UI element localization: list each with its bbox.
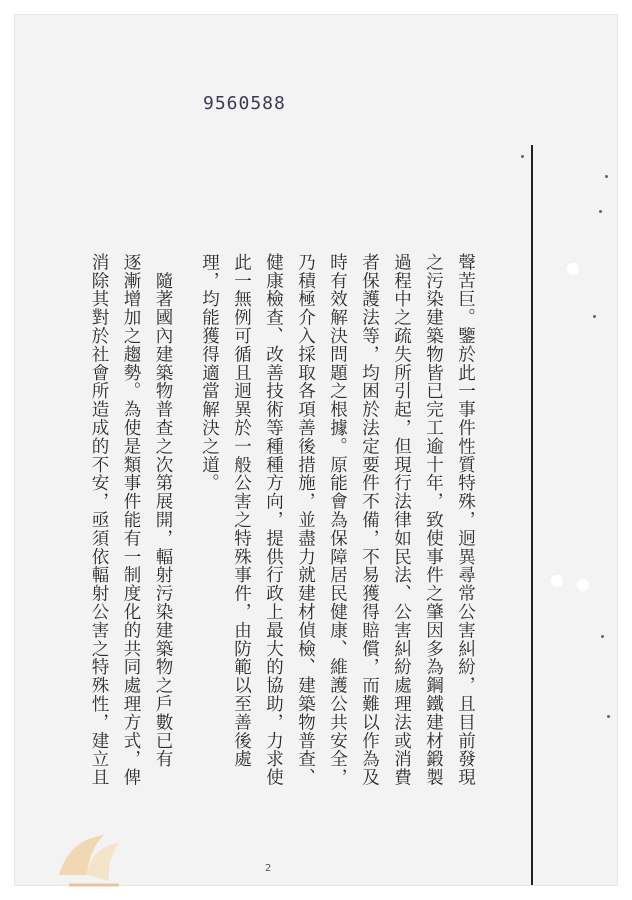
text-column: 時有效解決問題之根據。原能會為保障居民健康、維護公共安全， bbox=[327, 253, 348, 787]
watermark-logo bbox=[49, 815, 139, 895]
binding-mark bbox=[521, 155, 524, 158]
text-column: 理，均能獲得適當解決之道。 bbox=[199, 253, 220, 493]
binding-mark bbox=[605, 175, 608, 178]
text-column: 乃積極介入採取各項善後措施，並盡力就建材偵檢、建築物普查、 bbox=[295, 253, 316, 787]
punch-hole bbox=[575, 577, 591, 593]
text-column: 消除其對於社會所造成的不安，亟須依輻射公害之特殊性，建立且 bbox=[89, 253, 109, 787]
text-column: 之污染建築物皆已完工逾十年，致使事件之肇因多為鋼鐵建材鍛製 bbox=[423, 253, 444, 787]
page-number: 2 bbox=[265, 863, 272, 874]
binding-mark bbox=[593, 315, 596, 318]
document-page bbox=[14, 14, 618, 886]
text-column: 此一無例可循且迥異於一般公害之特殊事件，由防範以至善後處 bbox=[231, 253, 252, 769]
document-number: 9560588 bbox=[203, 93, 286, 114]
punch-hole bbox=[549, 573, 565, 589]
text-column: 逐漸增加之趨勢。為使是類事件能有一制度化的共同處理方式，俾 bbox=[121, 253, 141, 787]
text-column: 隨著國內建築物普查之次第展開，輻射污染建築物之戶數已有 bbox=[153, 253, 173, 769]
document-body bbox=[75, 253, 474, 813]
text-column: 健康檢查、改善技術等種種方向，提供行政上最大的協助，力求使 bbox=[263, 253, 284, 787]
binding-mark bbox=[607, 715, 610, 718]
text-column: 者保護法等，均困於法定要件不備，不易獲得賠償，而難以作為及 bbox=[359, 253, 380, 787]
punch-hole bbox=[565, 261, 581, 277]
binding-mark bbox=[601, 635, 604, 638]
text-column: 過程中之疏失所引起，但現行法律如民法、公害糾紛處理法或消費 bbox=[391, 253, 412, 787]
binding-line bbox=[531, 145, 533, 885]
text-column: 聲苦巨。鑒於此一事件性質特殊，迥異尋常公害糾紛，且目前發現 bbox=[455, 253, 476, 787]
binding-mark bbox=[599, 210, 602, 213]
